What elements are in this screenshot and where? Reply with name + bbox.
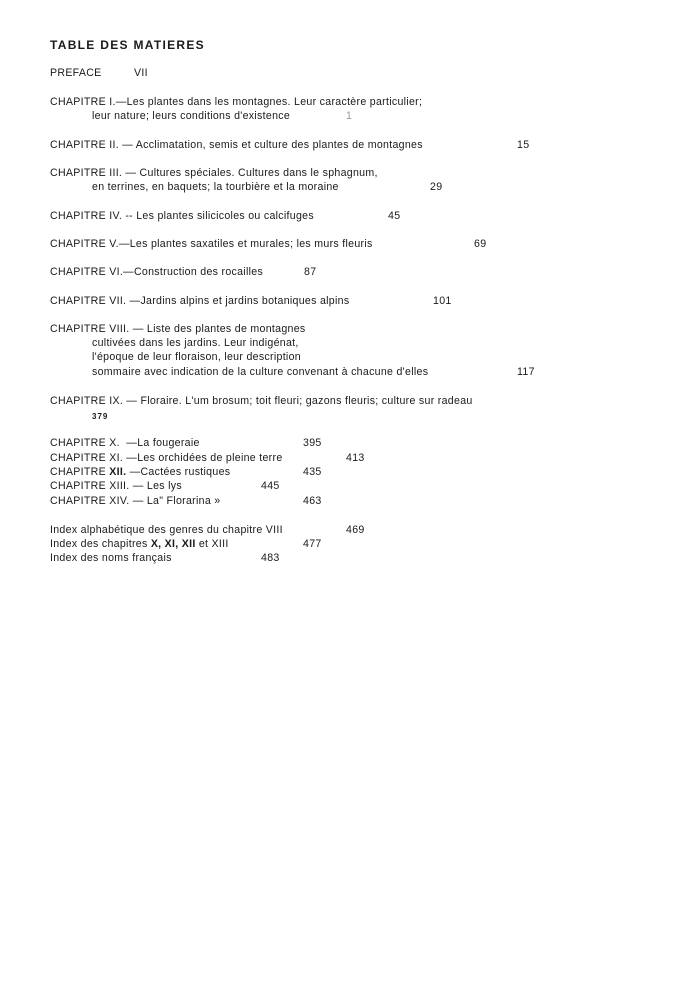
toc-chapter-6: CHAPITRE VI.—Construction des rocailles: [50, 266, 264, 278]
toc-chapter-12-prefix: CHAPITRE: [50, 466, 110, 478]
toc-chapter-8-page: 117: [517, 366, 535, 378]
toc-chapter-11-page: 413: [346, 452, 365, 464]
toc-index-french-names-page: 483: [261, 552, 280, 564]
toc-index-french-names: Index des noms français: [50, 552, 172, 564]
toc-chapter-13: CHAPITRE XIII. — Les lys: [50, 480, 182, 492]
toc-chapter-8-line-2: cultivées dans les jardins. Leur indigénat,: [92, 337, 299, 349]
toc-chapter-1-line-2: leur nature; leurs conditions d'existence: [92, 110, 291, 122]
toc-chapter-3-line-2: en terrines, en baquets; la tourbière et la moraine: [92, 181, 339, 193]
page-title: TABLE DES MATIERES: [50, 38, 205, 52]
toc-chapter-14-page: 463: [303, 495, 322, 507]
toc-index-chapters-prefix: Index des chapitres: [50, 538, 151, 550]
toc-index-chapters-bold: X, XI, XII: [150, 538, 196, 550]
toc-chapter-13-page: 445: [261, 480, 280, 492]
toc-chapter-12-number: XII.: [109, 466, 127, 478]
toc-chapter-4-page: 45: [388, 210, 401, 222]
toc-preface-page: VII: [134, 67, 148, 79]
toc-chapter-10: CHAPITRE X. —La fougeraie: [50, 437, 200, 449]
toc-chapter-10-page: 395: [303, 437, 322, 449]
toc-index-chapters: [50, 538, 229, 551]
toc-chapter-11: CHAPITRE XI. —Les orchidées de pleine terre: [50, 452, 283, 464]
toc-index-chapters-last: XIII: [211, 538, 229, 550]
toc-chapter-5-page: 69: [474, 238, 487, 250]
toc-chapter-9: CHAPITRE IX. — Floraire. L'um brosum; toit fleuri; gazons fleuris; culture sur radeau: [50, 395, 473, 407]
toc-chapter-7-page: 101: [433, 295, 452, 307]
toc-chapter-6-page: 87: [304, 266, 317, 278]
toc-chapter-14: CHAPITRE XIV. — La" Florarina »: [50, 495, 221, 507]
toc-chapter-4: CHAPITRE IV. -- Les plantes silicicoles ou calcifuges: [50, 210, 314, 222]
toc-chapter-12-page: 435: [303, 466, 322, 478]
toc-chapter-8-line-1: CHAPITRE VIII. — Liste des plantes de montagnes: [50, 323, 306, 335]
toc-chapter-2-page: 15: [517, 139, 530, 151]
toc-index-chapters-mid: et: [195, 538, 212, 550]
toc-chapter-12-title: —Cactées rustiques: [126, 466, 231, 478]
toc-index-chapters-page: 477: [303, 538, 322, 550]
toc-chapter-3-page: 29: [430, 181, 443, 193]
toc-index-genres-page: 469: [346, 524, 365, 536]
toc-preface-label: PREFACE: [50, 67, 102, 79]
toc-chapter-7: CHAPITRE VII. —Jardins alpins et jardins botaniques alpins: [50, 295, 350, 307]
toc-chapter-2: CHAPITRE II. — Acclimatation, semis et culture des plantes de montagnes: [50, 139, 423, 151]
toc-index-genres: Index alphabétique des genres du chapitre VIII: [50, 524, 283, 536]
toc-chapter-3-line-1: CHAPITRE III. — Cultures spéciales. Cultures dans le sphagnum,: [50, 167, 378, 179]
toc-chapter-1-page: 1: [346, 110, 353, 122]
toc-chapter-8-line-3: l'époque de leur floraison, leur description: [92, 351, 301, 363]
toc-chapter-9-page: 379: [92, 412, 109, 421]
toc-chapter-8-line-4: sommaire avec indication de la culture convenant à chacune d'elles: [92, 366, 429, 378]
toc-chapter-12: [50, 466, 230, 479]
toc-chapter-1-line-1: CHAPITRE I.—Les plantes dans les montagnes. Leur caractère particulier;: [50, 96, 423, 108]
toc-chapter-5: CHAPITRE V.—Les plantes saxatiles et murales; les murs fleuris: [50, 238, 373, 250]
